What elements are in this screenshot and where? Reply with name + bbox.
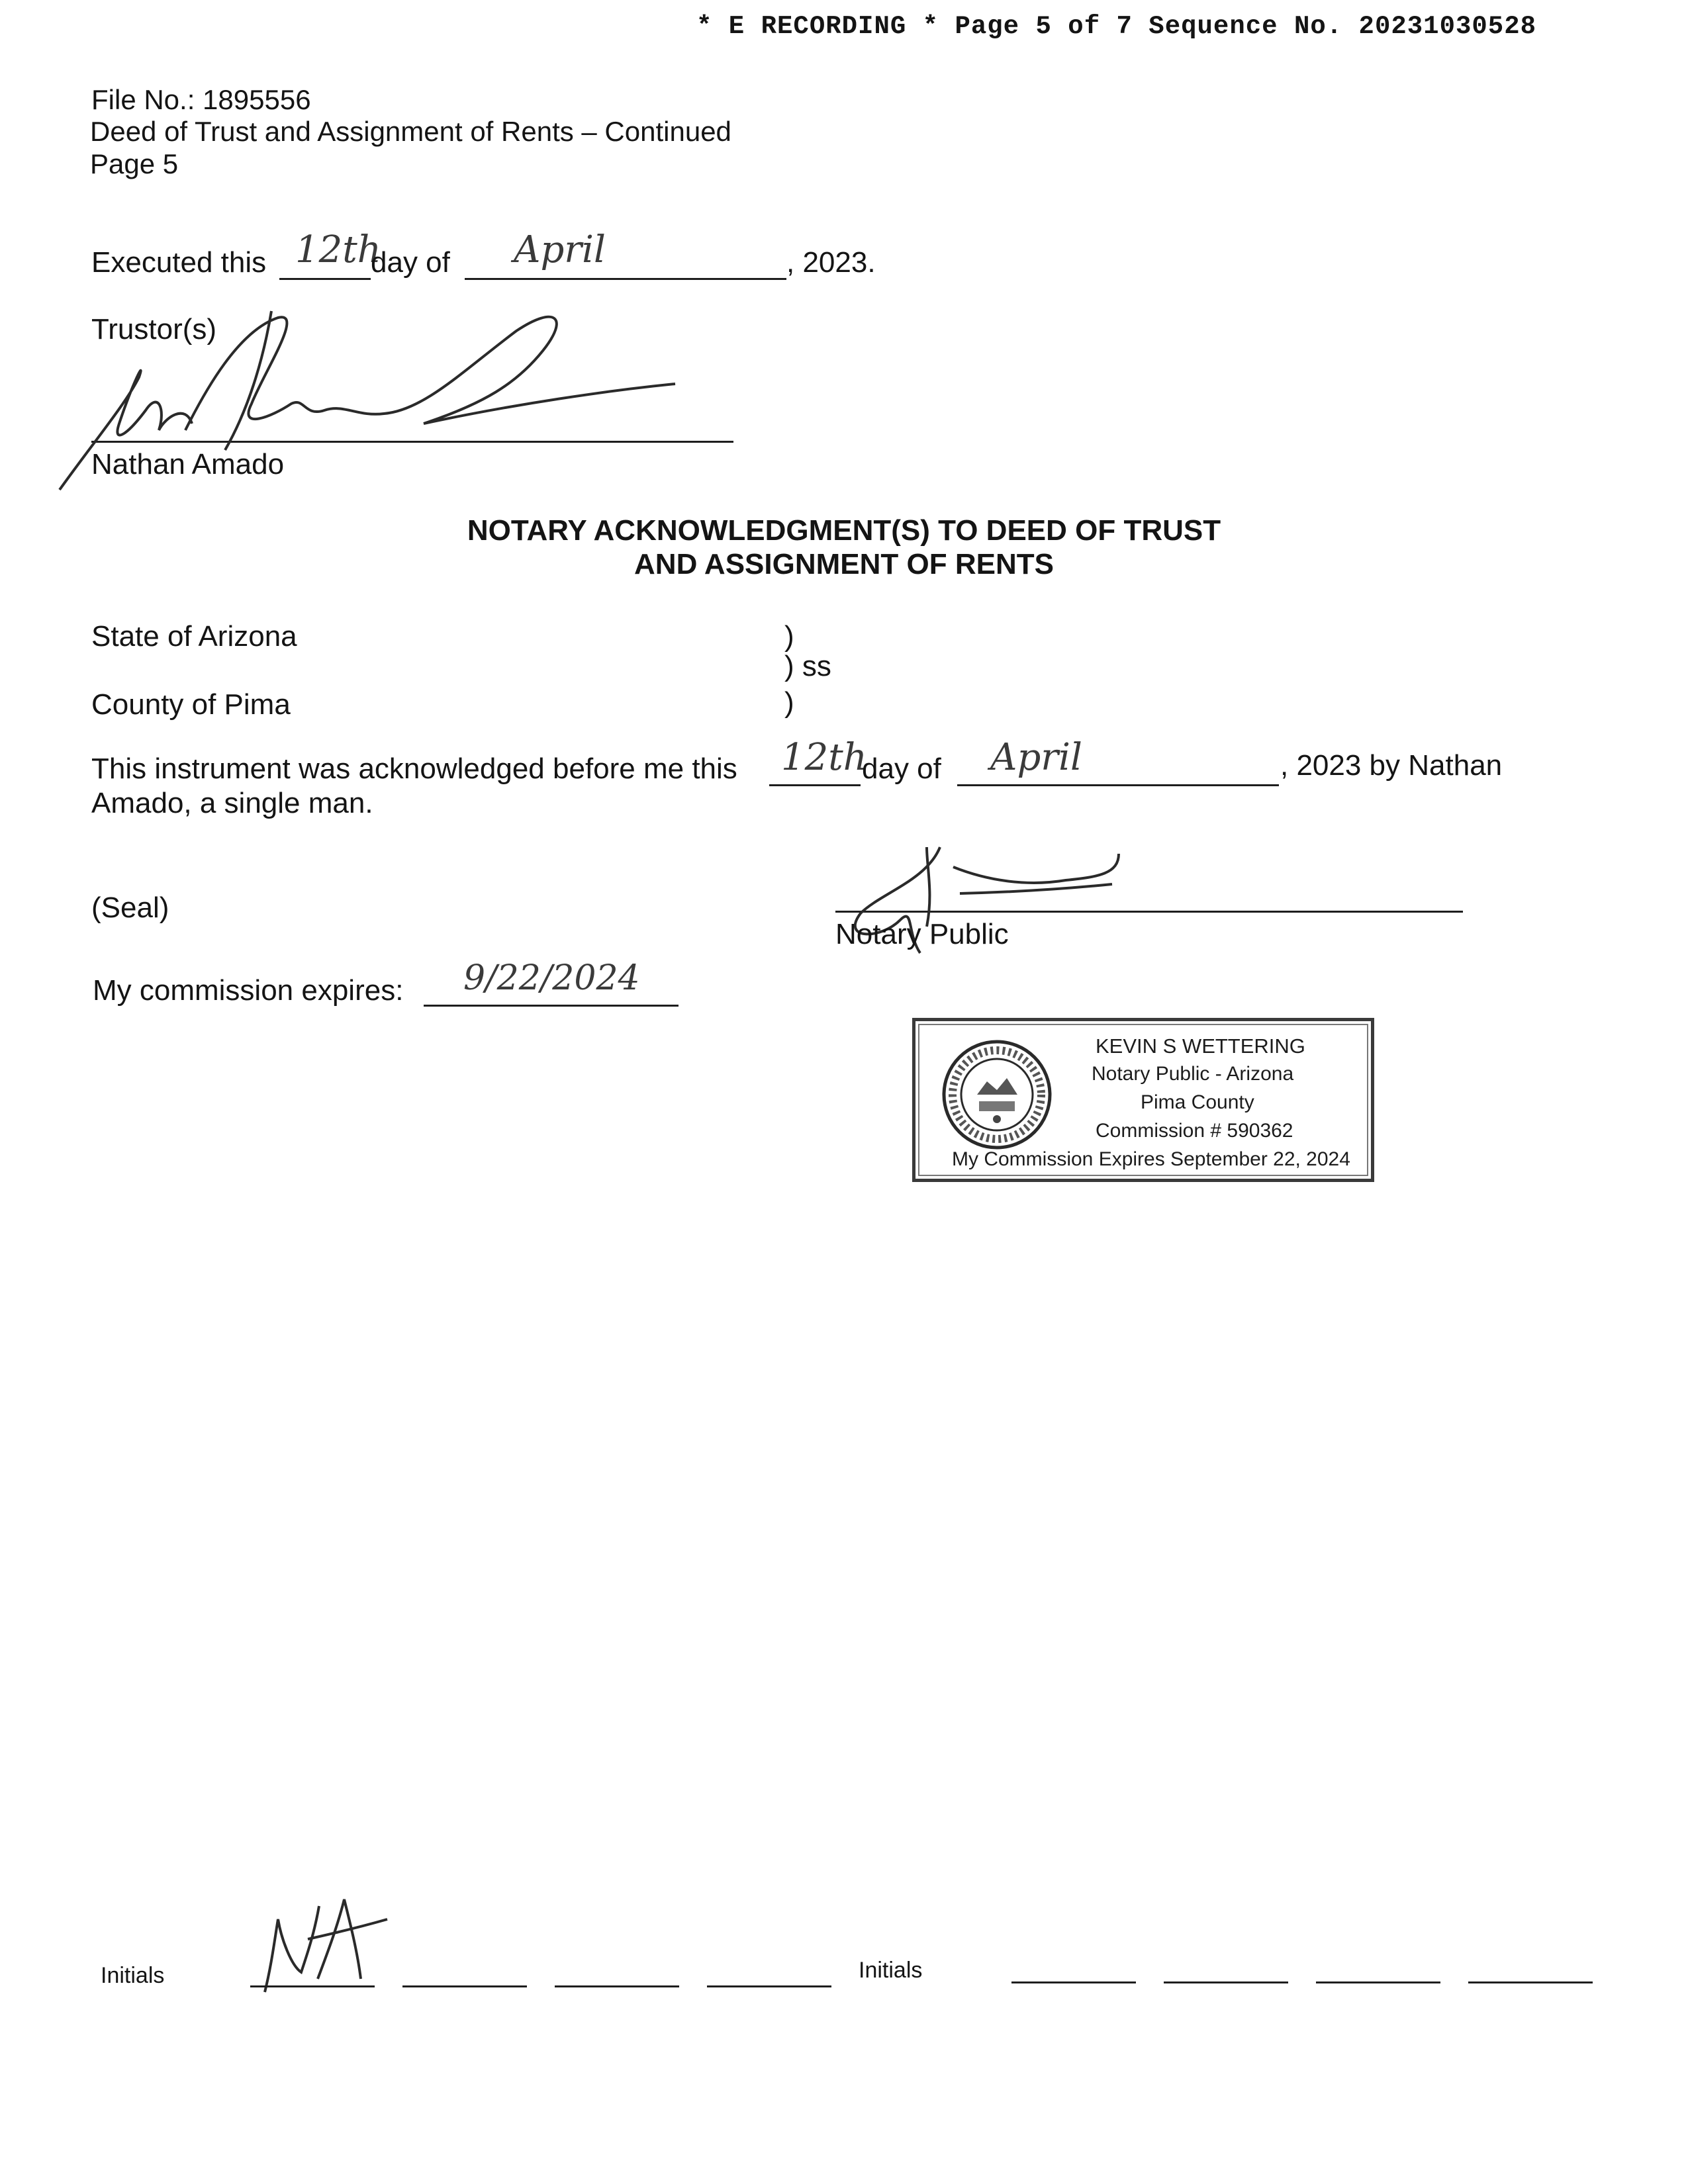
initials-line-8 xyxy=(1468,1981,1593,1983)
initials-line-6 xyxy=(1164,1981,1288,1983)
ack-prefix: This instrument was acknowledged before me this xyxy=(91,752,737,785)
ack-day-line xyxy=(769,784,861,786)
initials-line-2 xyxy=(402,1985,527,1987)
executed-month-handwritten: April xyxy=(514,228,606,271)
notary-stamp xyxy=(912,1018,1374,1182)
notary-public-label: Notary Public xyxy=(835,918,1009,950)
page-label: Page 5 xyxy=(90,148,179,179)
stamp-notary-title: Notary Public - Arizona xyxy=(1092,1063,1294,1085)
executed-prefix: Executed this xyxy=(91,246,267,279)
recording-header: * E RECORDING * Page 5 of 7 Sequence No. 20231030528 xyxy=(696,12,1536,41)
ack-day-handwritten: 12th xyxy=(781,736,867,779)
notary-heading-line2: AND ASSIGNMENT OF RENTS xyxy=(634,548,1054,580)
ack-suffix: , 2023 by Nathan xyxy=(1280,749,1503,782)
executed-month-line xyxy=(465,278,786,280)
executed-day-of: day of xyxy=(371,246,450,279)
initials-handwritten xyxy=(245,1893,397,1999)
stamp-notary-name: KEVIN S WETTERING xyxy=(1096,1034,1305,1058)
commission-label: My commission expires: xyxy=(93,974,404,1007)
stamp-county: Pima County xyxy=(1141,1091,1254,1113)
notary-heading-line1: NOTARY ACKNOWLEDGMENT(S) TO DEED OF TRUST xyxy=(467,514,1221,547)
initials-label-left: Initials xyxy=(101,1963,165,1988)
venue-paren-1: ) xyxy=(784,620,794,653)
venue-paren-3: ) xyxy=(784,686,794,719)
initials-line-4 xyxy=(707,1985,831,1987)
venue-county: County of Pima xyxy=(91,688,291,721)
initials-line-5 xyxy=(1011,1981,1136,1983)
ack-month-line xyxy=(957,784,1279,786)
executed-day-line xyxy=(279,278,371,280)
venue-state: State of Arizona xyxy=(91,620,297,653)
executed-day-handwritten: 12th xyxy=(295,228,381,271)
stamp-commission-number: Commission # 590362 xyxy=(1096,1120,1293,1142)
trustor-name: Nathan Amado xyxy=(91,448,285,480)
commission-line xyxy=(424,1005,679,1007)
arizona-seal-icon xyxy=(941,1038,1053,1151)
ack-day-of: day of xyxy=(862,752,941,785)
seal-label: (Seal) xyxy=(91,891,169,924)
file-number: File No.: 1895556 xyxy=(91,84,311,115)
venue-ss: ) ss xyxy=(784,650,831,682)
trustors-label: Trustor(s) xyxy=(91,313,217,345)
executed-year: , 2023. xyxy=(786,246,876,279)
initials-line-3 xyxy=(555,1985,679,1987)
stamp-expiration: My Commission Expires September 22, 2024 xyxy=(952,1148,1350,1170)
initials-line-1 xyxy=(250,1985,375,1987)
initials-line-7 xyxy=(1316,1981,1440,1983)
ack-line-2: Amado, a single man. xyxy=(91,787,373,819)
ack-month-handwritten: April xyxy=(990,736,1082,779)
document-title: Deed of Trust and Assignment of Rents – Continued xyxy=(90,116,731,147)
initials-label-right: Initials xyxy=(859,1958,923,1983)
commission-handwritten: 9/22/2024 xyxy=(463,958,640,998)
